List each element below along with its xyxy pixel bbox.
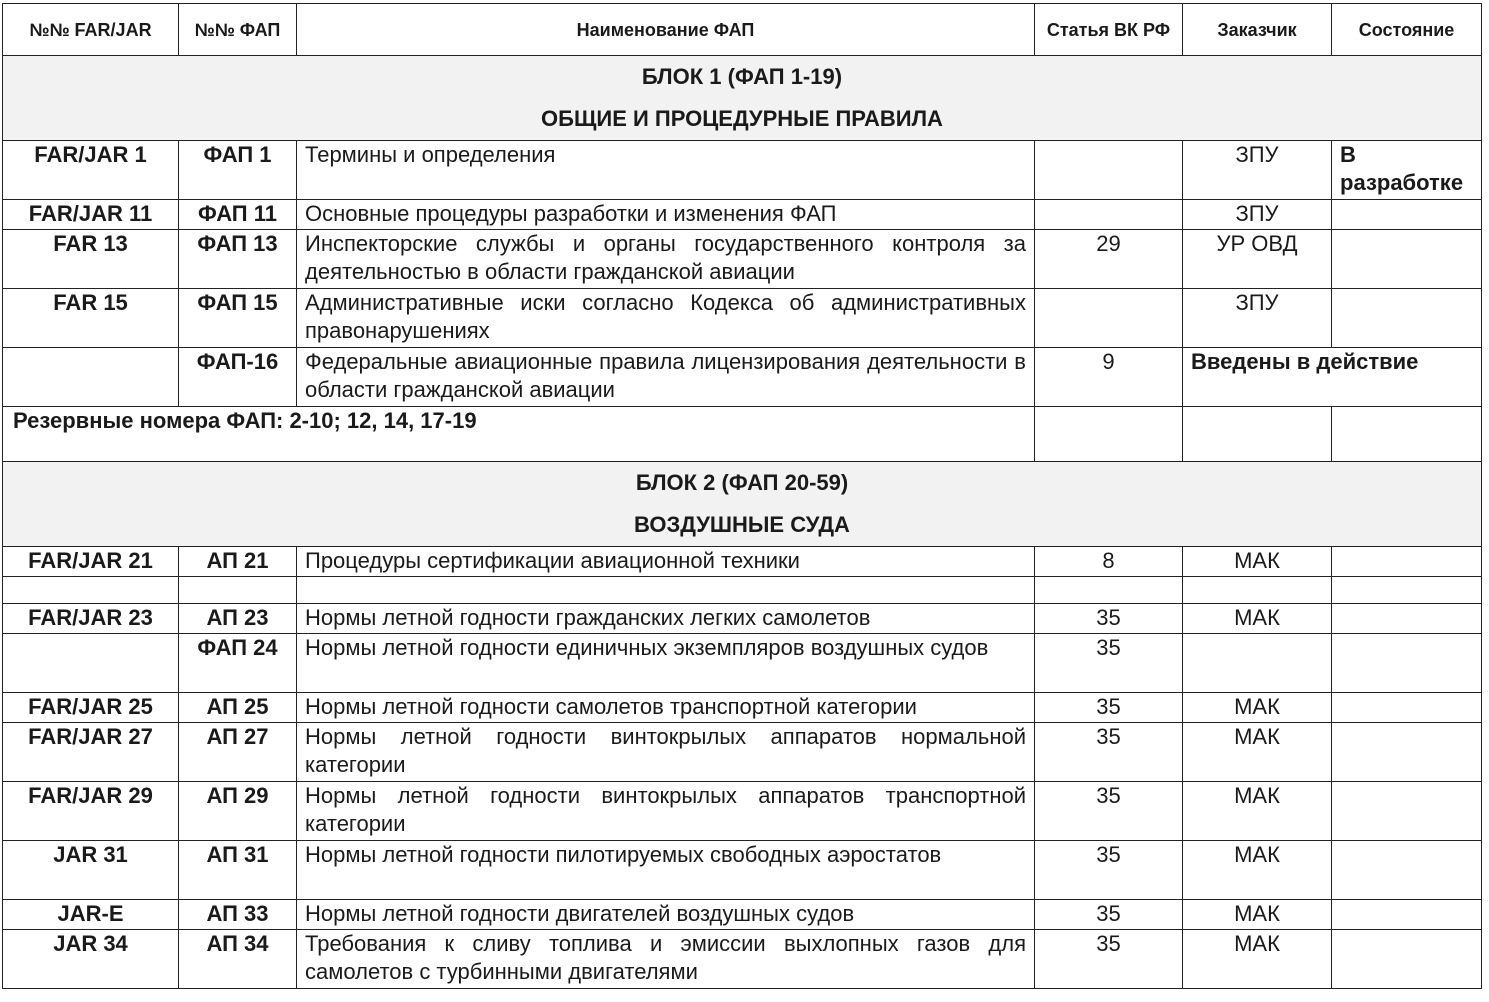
article-cell [1035, 289, 1183, 348]
article-cell: 35 [1035, 604, 1183, 634]
reserve-empty-article [1035, 407, 1183, 462]
block2-title: БЛОК 2 (ФАП 20-59) [635, 470, 849, 495]
fap-cell: ФАП 1 [179, 141, 297, 200]
state-cell [1332, 723, 1482, 782]
table-row [3, 348, 1482, 407]
far-cell: FAR/JAR 29 [3, 782, 179, 841]
customer-cell: МАК [1183, 930, 1332, 989]
article-cell: 8 [1035, 547, 1183, 577]
state-cell [1332, 900, 1482, 930]
state-cell [1332, 930, 1482, 989]
header-far: №№ FAR/JAR [3, 4, 179, 56]
far-cell: FAR/JAR 25 [3, 693, 179, 723]
article-cell [1035, 577, 1183, 604]
far-cell: FAR 13 [3, 230, 179, 289]
table-row [3, 577, 1482, 604]
name-cell: Федеральные авиационные правила лицензирования деятельности в области гражданской авиации [297, 348, 1035, 407]
table-row [3, 604, 1482, 634]
fap-cell: АП 34 [179, 930, 297, 989]
state-cell: В разработке [1332, 141, 1482, 200]
customer-cell: МАК [1183, 900, 1332, 930]
far-cell [3, 348, 179, 407]
fap-cell: ФАП 11 [179, 200, 297, 230]
customer-cell: МАК [1183, 723, 1332, 782]
state-cell [1332, 693, 1482, 723]
status-cell-spanning: Введены в действие [1183, 348, 1482, 407]
customer-cell: МАК [1183, 693, 1332, 723]
state-cell [1332, 577, 1482, 604]
fap-cell: ФАП-16 [179, 348, 297, 407]
reserve-row [3, 407, 1482, 462]
article-cell: 35 [1035, 782, 1183, 841]
customer-cell: УР ОВД [1183, 230, 1332, 289]
name-cell: Нормы летной годности винтокрылых аппаратов транспортной категории [297, 782, 1035, 841]
customer-cell: ЗПУ [1183, 200, 1332, 230]
fap-cell: ФАП 15 [179, 289, 297, 348]
customer-cell: МАК [1183, 841, 1332, 900]
table-row [3, 200, 1482, 230]
reserve-empty-customer [1183, 407, 1332, 462]
far-cell: FAR 15 [3, 289, 179, 348]
table-row [3, 841, 1482, 900]
article-cell: 35 [1035, 930, 1183, 989]
table-row [3, 693, 1482, 723]
name-cell: Основные процедуры разработки и изменения ФАП [297, 200, 1035, 230]
article-cell: 29 [1035, 230, 1183, 289]
fap-cell: АП 23 [179, 604, 297, 634]
article-cell: 35 [1035, 900, 1183, 930]
table-row [3, 230, 1482, 289]
name-cell [297, 577, 1035, 604]
state-cell [1332, 634, 1482, 693]
customer-cell: МАК [1183, 547, 1332, 577]
table-row [3, 900, 1482, 930]
reserve-label: Резервные номера ФАП: 2-10; 12, 14, 17-19 [3, 407, 1035, 462]
header-customer: Заказчик [1183, 4, 1332, 56]
article-cell [1035, 200, 1183, 230]
fap-cell: АП 29 [179, 782, 297, 841]
table-row [3, 723, 1482, 782]
state-cell [1332, 604, 1482, 634]
name-cell: Требования к сливу топлива и эмиссии выхлопных газов для самолетов с турбинными двигателями [297, 930, 1035, 989]
far-cell: JAR 31 [3, 841, 179, 900]
fap-cell: ФАП 24 [179, 634, 297, 693]
far-cell: FAR/JAR 1 [3, 141, 179, 200]
name-cell: Нормы летной годности самолетов транспортной категории [297, 693, 1035, 723]
block1-title: БЛОК 1 (ФАП 1-19) [641, 64, 843, 89]
name-cell: Нормы летной годности единичных экземпляров воздушных судов [297, 634, 1035, 693]
table-row [3, 547, 1482, 577]
customer-cell [1183, 577, 1332, 604]
far-cell: FAR/JAR 21 [3, 547, 179, 577]
fap-cell: АП 33 [179, 900, 297, 930]
article-cell: 35 [1035, 841, 1183, 900]
block1-subtitle: ОБЩИЕ И ПРОЦЕДУРНЫЕ ПРАВИЛА [541, 106, 943, 131]
header-fap: №№ ФАП [179, 4, 297, 56]
fap-cell: АП 31 [179, 841, 297, 900]
article-cell [1035, 141, 1183, 200]
table-row [3, 930, 1482, 989]
fap-table [2, 3, 1482, 989]
far-cell [3, 577, 179, 604]
fap-cell: АП 21 [179, 547, 297, 577]
block1-heading-row [3, 56, 1482, 141]
fap-cell: ФАП 13 [179, 230, 297, 289]
state-cell [1332, 841, 1482, 900]
state-cell [1332, 289, 1482, 348]
state-cell [1332, 200, 1482, 230]
state-cell [1332, 782, 1482, 841]
customer-cell: ЗПУ [1183, 289, 1332, 348]
far-cell: FAR/JAR 27 [3, 723, 179, 782]
name-cell: Нормы летной годности винтокрылых аппаратов нормальной категории [297, 723, 1035, 782]
name-cell: Административные иски согласно Кодекса об административных правонарушениях [297, 289, 1035, 348]
article-cell: 35 [1035, 723, 1183, 782]
name-cell: Нормы летной годности пилотируемых свободных аэростатов [297, 841, 1035, 900]
header-article: Статья ВК РФ [1035, 4, 1183, 56]
far-cell: JAR 34 [3, 930, 179, 989]
state-cell [1332, 230, 1482, 289]
name-cell: Инспекторские службы и органы государственного контроля за деятельностью в области гражданской авиации [297, 230, 1035, 289]
customer-cell: МАК [1183, 782, 1332, 841]
table-row [3, 141, 1482, 200]
far-cell [3, 634, 179, 693]
name-cell: Термины и определения [297, 141, 1035, 200]
header-state: Состояние [1332, 4, 1482, 56]
header-name: Наименование ФАП [297, 4, 1035, 56]
table-row [3, 782, 1482, 841]
customer-cell: МАК [1183, 604, 1332, 634]
reserve-empty-state [1332, 407, 1482, 462]
table-row [3, 289, 1482, 348]
name-cell: Нормы летной годности гражданских легких самолетов [297, 604, 1035, 634]
article-cell: 35 [1035, 634, 1183, 693]
name-cell: Нормы летной годности двигателей воздушных судов [297, 900, 1035, 930]
customer-cell [1183, 634, 1332, 693]
far-cell: FAR/JAR 11 [3, 200, 179, 230]
fap-cell: АП 27 [179, 723, 297, 782]
header-row [3, 4, 1482, 56]
fap-cell [179, 577, 297, 604]
far-cell: FAR/JAR 23 [3, 604, 179, 634]
article-cell: 9 [1035, 348, 1183, 407]
block2-heading-row [3, 462, 1482, 547]
fap-cell: АП 25 [179, 693, 297, 723]
customer-cell: ЗПУ [1183, 141, 1332, 200]
name-cell: Процедуры сертификации авиационной техники [297, 547, 1035, 577]
block2-subtitle: ВОЗДУШНЫЕ СУДА [634, 512, 850, 537]
table-row [3, 634, 1482, 693]
state-cell [1332, 547, 1482, 577]
article-cell: 35 [1035, 693, 1183, 723]
far-cell: JAR-E [3, 900, 179, 930]
